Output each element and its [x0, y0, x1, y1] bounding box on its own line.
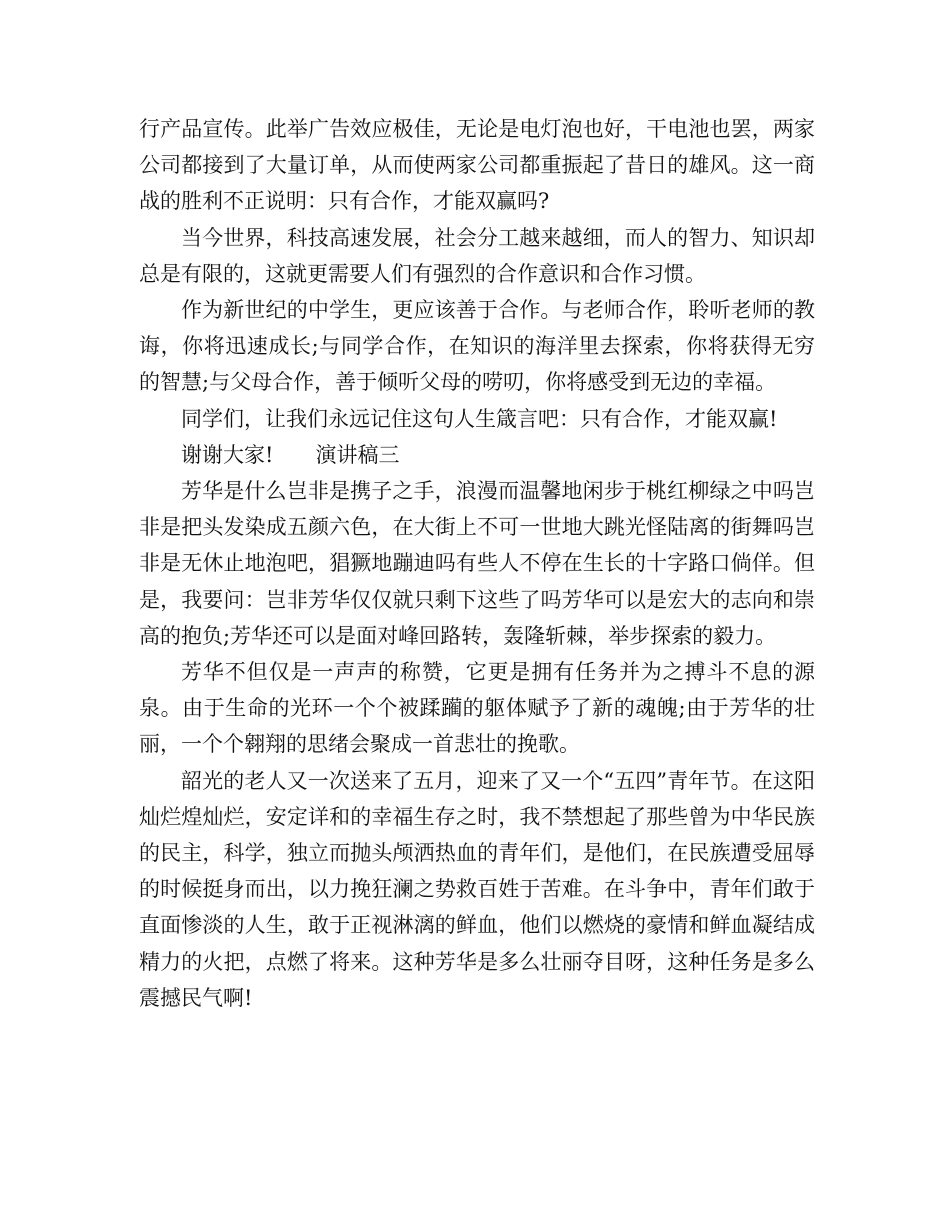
paragraph: 同学们，让我们永远记住这句人生箴言吧：只有合作，才能双赢!	[181, 406, 778, 431]
paragraph: 当今世界，科技高速发展，社会分工越来越细，而人的智力、知识却总是有限的，这就更需要人们有强烈的合作意识和合作习惯。	[139, 225, 815, 286]
paragraph: 芳华不但仅是一声声的称赞，它更是拥有任务并为之搏斗不息的源泉。由于生命的光环一个个被蹂躏的躯体赋予了新的魂魄;由于芳华的壮丽，一个个翱翔的思绪会聚成一首悲壮的挽歌。	[139, 660, 815, 757]
paragraph: 作为新世纪的中学生，更应该善于合作。与老师合作，聆听老师的教诲，你将迅速成长;与同学合作，在知识的海洋里去探索，你将获得无穷的智慧;与父母合作，善于倾听父母的唠叨，你将感受到无边的幸福。	[139, 298, 815, 395]
paragraph: 韶光的老人又一次送来了五月，迎来了又一个“五四”青年节。在这阳灿烂煌灿烂，安定详和的幸福生存之时，我不禁想起了那些曾为中华民族的民主，科学，独立而抛头颅洒热血的青年们，是他们，在民族遭受屈辱的时候挺身而出，以力挽狂澜之势救百姓于苦难。在斗争中，青年们敢于直面惨淡的人生，敢于正视淋漓的鲜血，他们以燃烧的豪情和鲜血凝结成精力的火把，点燃了将来。这种芳华是多么壮丽夺目呀，这种任务是多么震撼民气啊!	[139, 768, 815, 1010]
section-heading: 谢谢大家! 演讲稿三	[181, 442, 400, 467]
document-body	[139, 111, 815, 1016]
paragraph: 芳华是什么岂非是携子之手，浪漫而温馨地闲步于桃红柳绿之中吗岂非是把头发染成五颜六色，在大街上不可一世地大跳光怪陆离的街舞吗岂非是无休止地泡吧，猖獗地蹦迪吗有些人不停在生长的十字路口倘佯。但是，我要问：岂非芳华仅仅就只剩下这些了吗芳华可以是宏大的志向和崇高的抱负;芳华还可以是面对峰回路转，轰隆斩棘，举步探索的毅力。	[139, 479, 815, 648]
paragraph-continuation: 行产品宣传。此举广告效应极佳，无论是电灯泡也好，干电池也罢，两家公司都接到了大量订单，从而使两家公司都重振起了昔日的雄风。这一商战的胜利不正说明：只有合作，才能双赢吗?	[139, 117, 815, 214]
